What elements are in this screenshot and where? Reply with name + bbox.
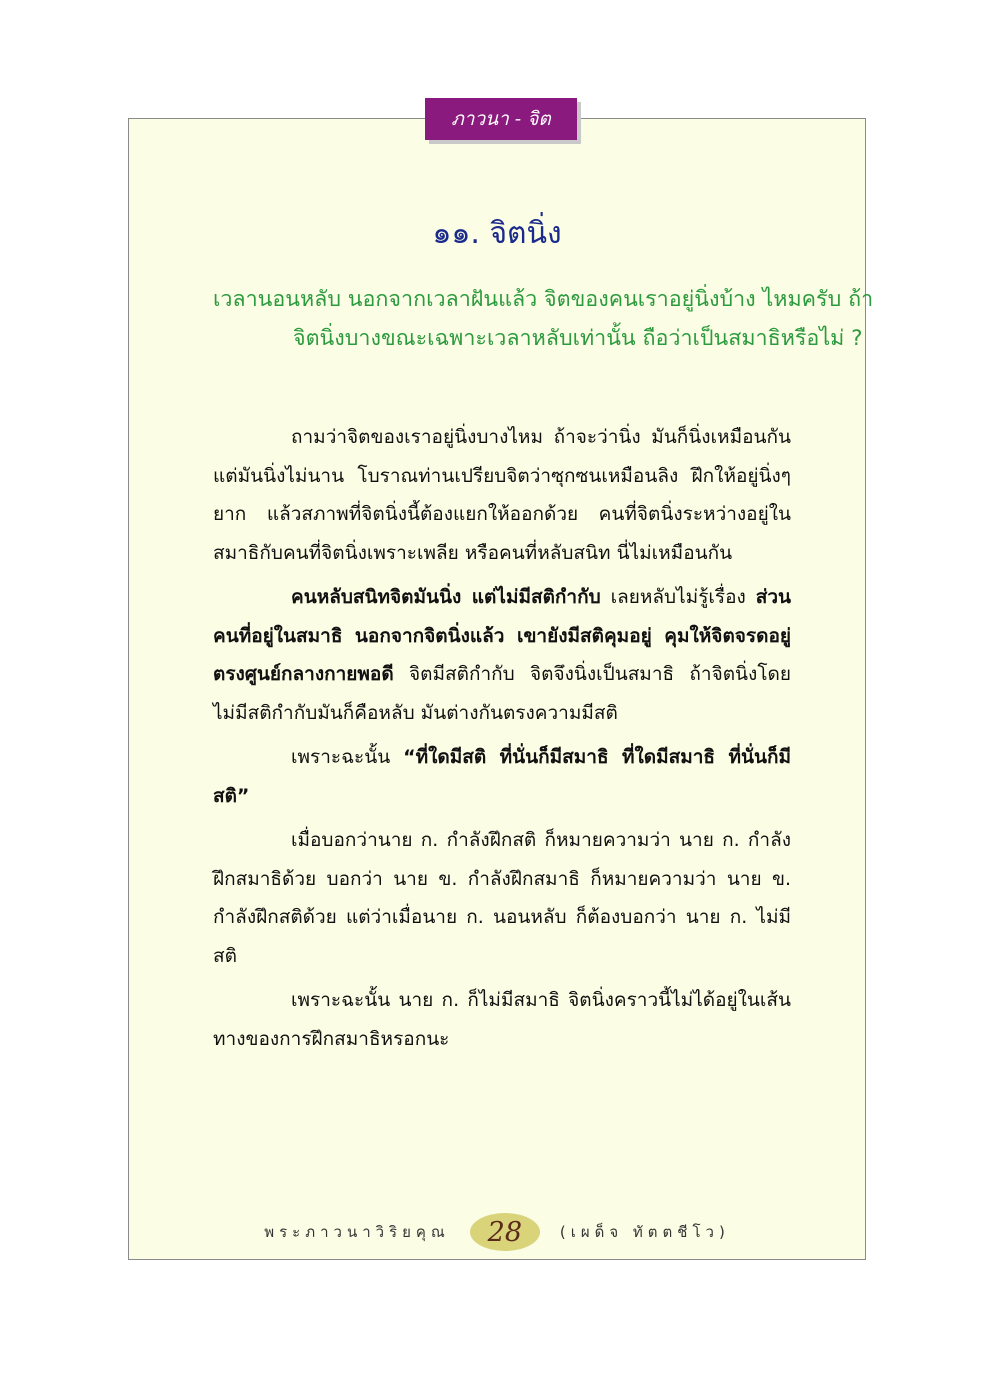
question-text: เวลานอนหลับ นอกจากเวลาฝันแล้ว จิตของคนเราอยู่นิ่งบ้าง ไหมครับ ถ้าจิตนิ่งบางขณะเฉพาะเวลาหลับเท่านั้น ถือว่าเป็นสมาธิหรือไม่ ?	[213, 287, 874, 351]
footer-author-name: (เผด็จ ทัตตชีโว)	[559, 1223, 730, 1241]
section-tab	[425, 98, 577, 140]
paragraph-3-quote: “ที่ใดมีสติ ที่นั่นก็มีสมาธิ ที่ใดมีสมาธิ ที่นั่นก็มีสติ”	[213, 746, 791, 807]
section-tab-label: ภาวนา - จิต	[451, 108, 551, 130]
paragraph-1: ถามว่าจิตของเราอยู่นิ่งบางไหม ถ้าจะว่านิ่ง มันก็นิ่งเหมือนกัน แต่มันนิ่งไม่นาน โบราณท่านเปรียบจิตว่าซุกซนเหมือนลิง ฝึกให้อยู่นิ่งๆ ยาก แล้วสภาพที่จิตนิ่งนี้ต้องแยกให้ออกด้วย คนที่จิตนิ่งระหว่างอยู่ในสมาธิกับคนที่จิตนิ่งเพราะเพลีย หรือคนที่หลับสนิท นี่ไม่เหมือนกัน	[213, 426, 791, 564]
paragraph-2	[213, 578, 791, 732]
paragraph-2-text-1: เลยหลับไม่รู้เรื่อง	[600, 586, 756, 608]
chapter-title: ๑๑. จิตนิ่ง	[432, 216, 562, 251]
paragraph-3-text: เพราะฉะนั้น	[291, 746, 404, 768]
footer-author: พระภาวนาวิริยคุณ	[264, 1223, 450, 1241]
paragraph-4: เมื่อบอกว่านาย ก. กำลังฝึกสติ ก็หมายความว่า นาย ก. กำลังฝึกสมาธิด้วย บอกว่า นาย ข. กำลังฝึกสมาธิ ก็หมายความว่า นาย ข. กำลังฝึกสติด้วย แต่ว่าเมื่อนาย ก. นอนหลับ ก็ต้องบอกว่า นาย ก. ไม่มีสติ	[213, 829, 791, 967]
page-number: 28	[470, 1213, 540, 1251]
paragraph-3	[213, 738, 791, 815]
paragraph-5: เพราะฉะนั้น นาย ก. ก็ไม่มีสมาธิ จิตนิ่งคราวนี้ไม่ได้อยู่ในเส้นทางของการฝึกสมาธิหรอกนะ	[213, 989, 791, 1050]
paragraph-2-text-2: จิตมีสติกำกับ จิตจึงนิ่งเป็นสมาธิ ถ้าจิตนิ่งโดยไม่มีสติกำกับมันก็คือหลับ มันต่างกันตรงความมีสติ	[213, 663, 791, 724]
paragraph-2-bold-1: คนหลับสนิทจิตมันนิ่ง แต่ไม่มีสติกำกับ	[291, 586, 601, 608]
answer-body	[213, 418, 791, 1064]
page-footer	[128, 1210, 866, 1254]
paragraph-2-bold-2: ส่วนคนที่อยู่ในสมาธิ นอกจากจิตนิ่งแล้ว เขายังมีสติคุมอยู่ คุมให้จิตจรดอยู่ตรงศูนย์กลางกายพอดี	[213, 586, 791, 685]
